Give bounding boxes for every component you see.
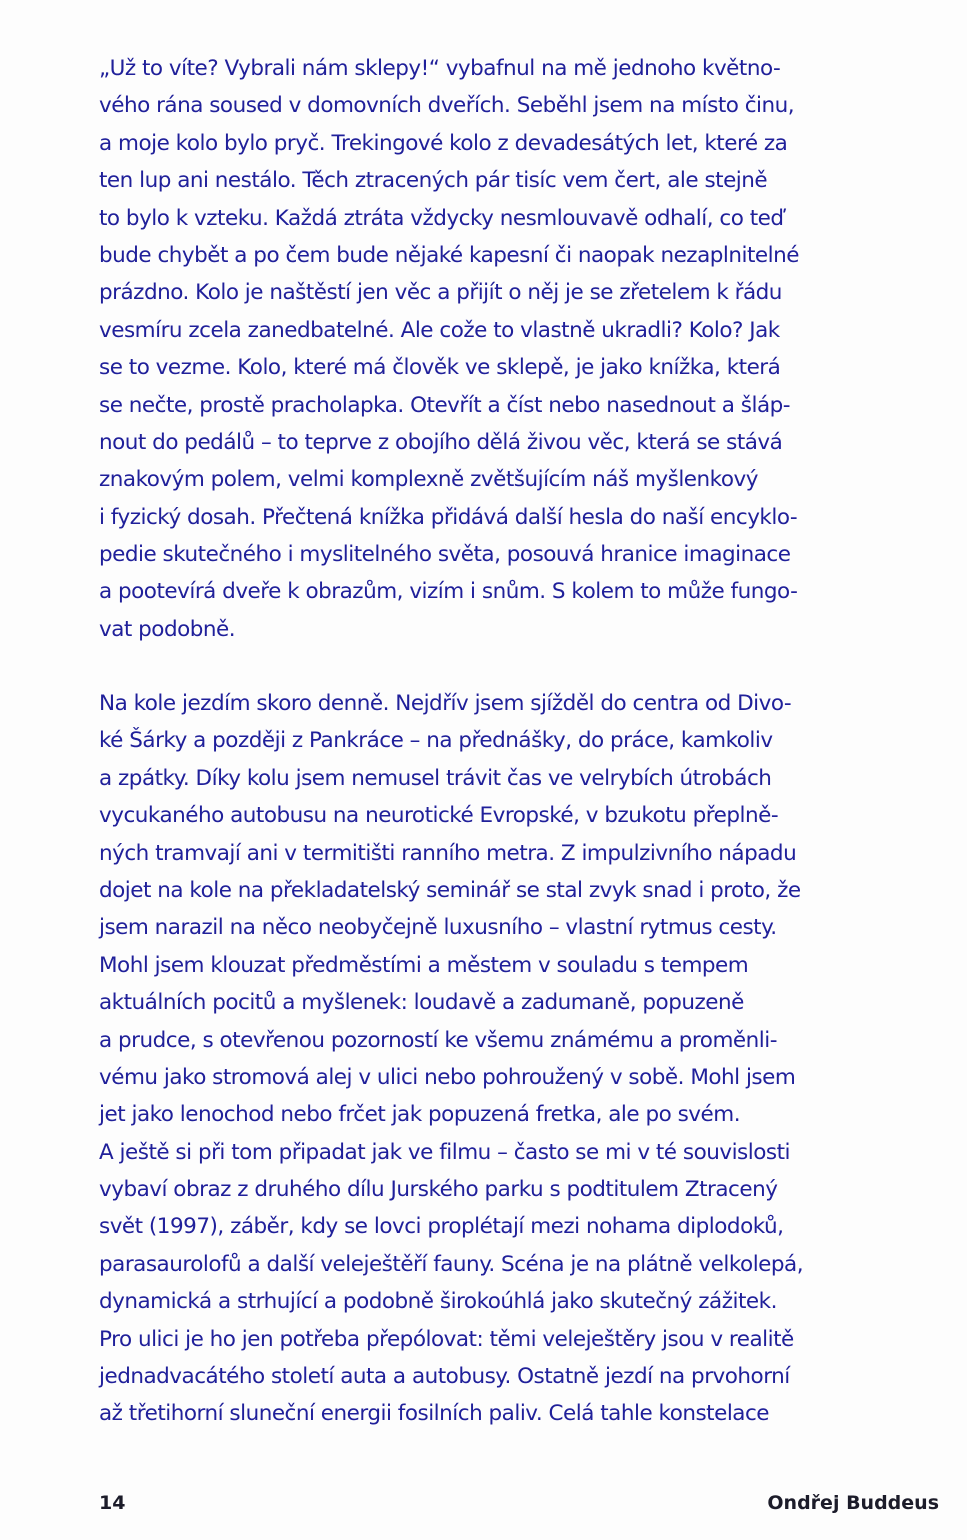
text-line: jet jako lenochod nebo frčet jak popuzená fretka, ale po svém. xyxy=(99,1102,741,1128)
text-line: jednadvacátého století auta a autobusy. Ostatně jezdí na prvohorní xyxy=(99,1364,790,1390)
text-line: aktuálních pocitů a myšlenek: loudavě a zadumaně, popuzeně xyxy=(99,990,744,1016)
text-line: jsem narazil na něco neobyčejně luxusního – vlastní rytmus cesty. xyxy=(99,915,777,941)
text-line: se nečte, prostě pracholapka. Otevřít a číst nebo nasednout a šláp- xyxy=(99,392,791,418)
text-line: pedie skutečného i myslitelného světa, posouvá hranice imaginace xyxy=(99,542,791,568)
text-line: dojet na kole na překladatelský seminář se stal zvyk snad i proto, že xyxy=(99,877,801,903)
text-line: znakovým polem, velmi komplexně zvětšujícím náš myšlenkový xyxy=(99,467,758,493)
text-line: Na kole jezdím skoro denně. Nejdřív jsem sjížděl do centra od Divo- xyxy=(99,691,792,716)
paragraph-2 xyxy=(99,685,944,1433)
text-line: a zpátky. Díky kolu jsem nemusel trávit čas ve velrybích útrobách xyxy=(99,765,772,791)
text-line: vat podobně. xyxy=(99,616,236,642)
text-line: a moje kolo bylo pryč. Trekingové kolo z devadesátých let, které za xyxy=(99,130,788,156)
text-line: ných tramvají ani v termitišti ranního metra. Z impulzivního nápadu xyxy=(99,840,797,866)
text-line: parasaurolofů a další veleještěří fauny. Scéna je na plátně velkolepá, xyxy=(99,1251,804,1277)
text-line: Mohl jsem klouzat předměstími a městem v souladu s tempem xyxy=(99,952,749,978)
paragraph-1 xyxy=(99,50,944,648)
text-line: A ještě si při tom připadat jak ve filmu – často se mi v té souvislosti xyxy=(99,1139,790,1165)
text-line: ten lup ani nestálo. Těch ztracených pár tisíc vem čert, ale stejně xyxy=(99,168,768,194)
text-line: dynamická a strhující a podobně širokoúhlá jako skutečný zážitek. xyxy=(99,1289,777,1315)
author-name: Ondřej Buddeus xyxy=(767,1492,939,1514)
text-line: to bylo k vzteku. Každá ztráta vždycky nesmlouvavě odhalí, co teď xyxy=(99,205,784,231)
text-line: vycukaného autobusu na neurotické Evropské, v bzukotu přeplně- xyxy=(99,803,779,829)
text-line: Pro ulici je ho jen potřeba přepólovat: těmi veleještěry jsou v realitě xyxy=(99,1326,794,1352)
text-line: ké Šárky a později z Pankráce – na přednášky, do práce, kamkoliv xyxy=(99,728,773,754)
text-line: svět (1997), záběr, kdy se lovci proplétají mezi nohama diplodoků, xyxy=(99,1214,784,1240)
text-line: až třetihorní sluneční energii fosilních paliv. Celá tahle konstelace xyxy=(99,1401,770,1427)
text-line: vesmíru zcela zanedbatelné. Ale cože to vlastně ukradli? Kolo? Jak xyxy=(99,317,780,343)
text-line: se to vezme. Kolo, které má člověk ve sklepě, je jako knížka, která xyxy=(99,355,781,381)
text-line: bude chybět a po čem bude nějaké kapesní či naopak nezaplnitelné xyxy=(99,242,799,268)
text-line: prázdno. Kolo je naštěstí jen věc a přijít o něj je se zřetelem k řádu xyxy=(99,280,782,306)
text-line: vému jako stromová alej v ulici nebo pohroužený v sobě. Mohl jsem xyxy=(99,1064,796,1090)
text-line: i fyzický dosah. Přečtená knížka přidává další hesla do naší encyklo- xyxy=(99,504,798,530)
text-line: a prudce, s otevřenou pozorností ke všemu známému a proměnli- xyxy=(99,1027,777,1053)
text-line: vybaví obraz z druhého dílu Jurského parku s podtitulem Ztracený xyxy=(99,1177,778,1203)
page-number: 14 xyxy=(99,1492,126,1514)
text-line: „Už to víte? Vybrali nám sklepy!“ vybafnul na mě jednoho květno- xyxy=(99,56,781,81)
text-line: a pootevírá dveře k obrazům, vizím i snům. S kolem to může fungo- xyxy=(99,579,798,605)
text-line: vého rána soused v domovních dveřích. Seběhl jsem na místo činu, xyxy=(99,93,795,119)
text-line: nout do pedálů – to teprve z obojího dělá živou věc, která se stává xyxy=(99,429,783,455)
